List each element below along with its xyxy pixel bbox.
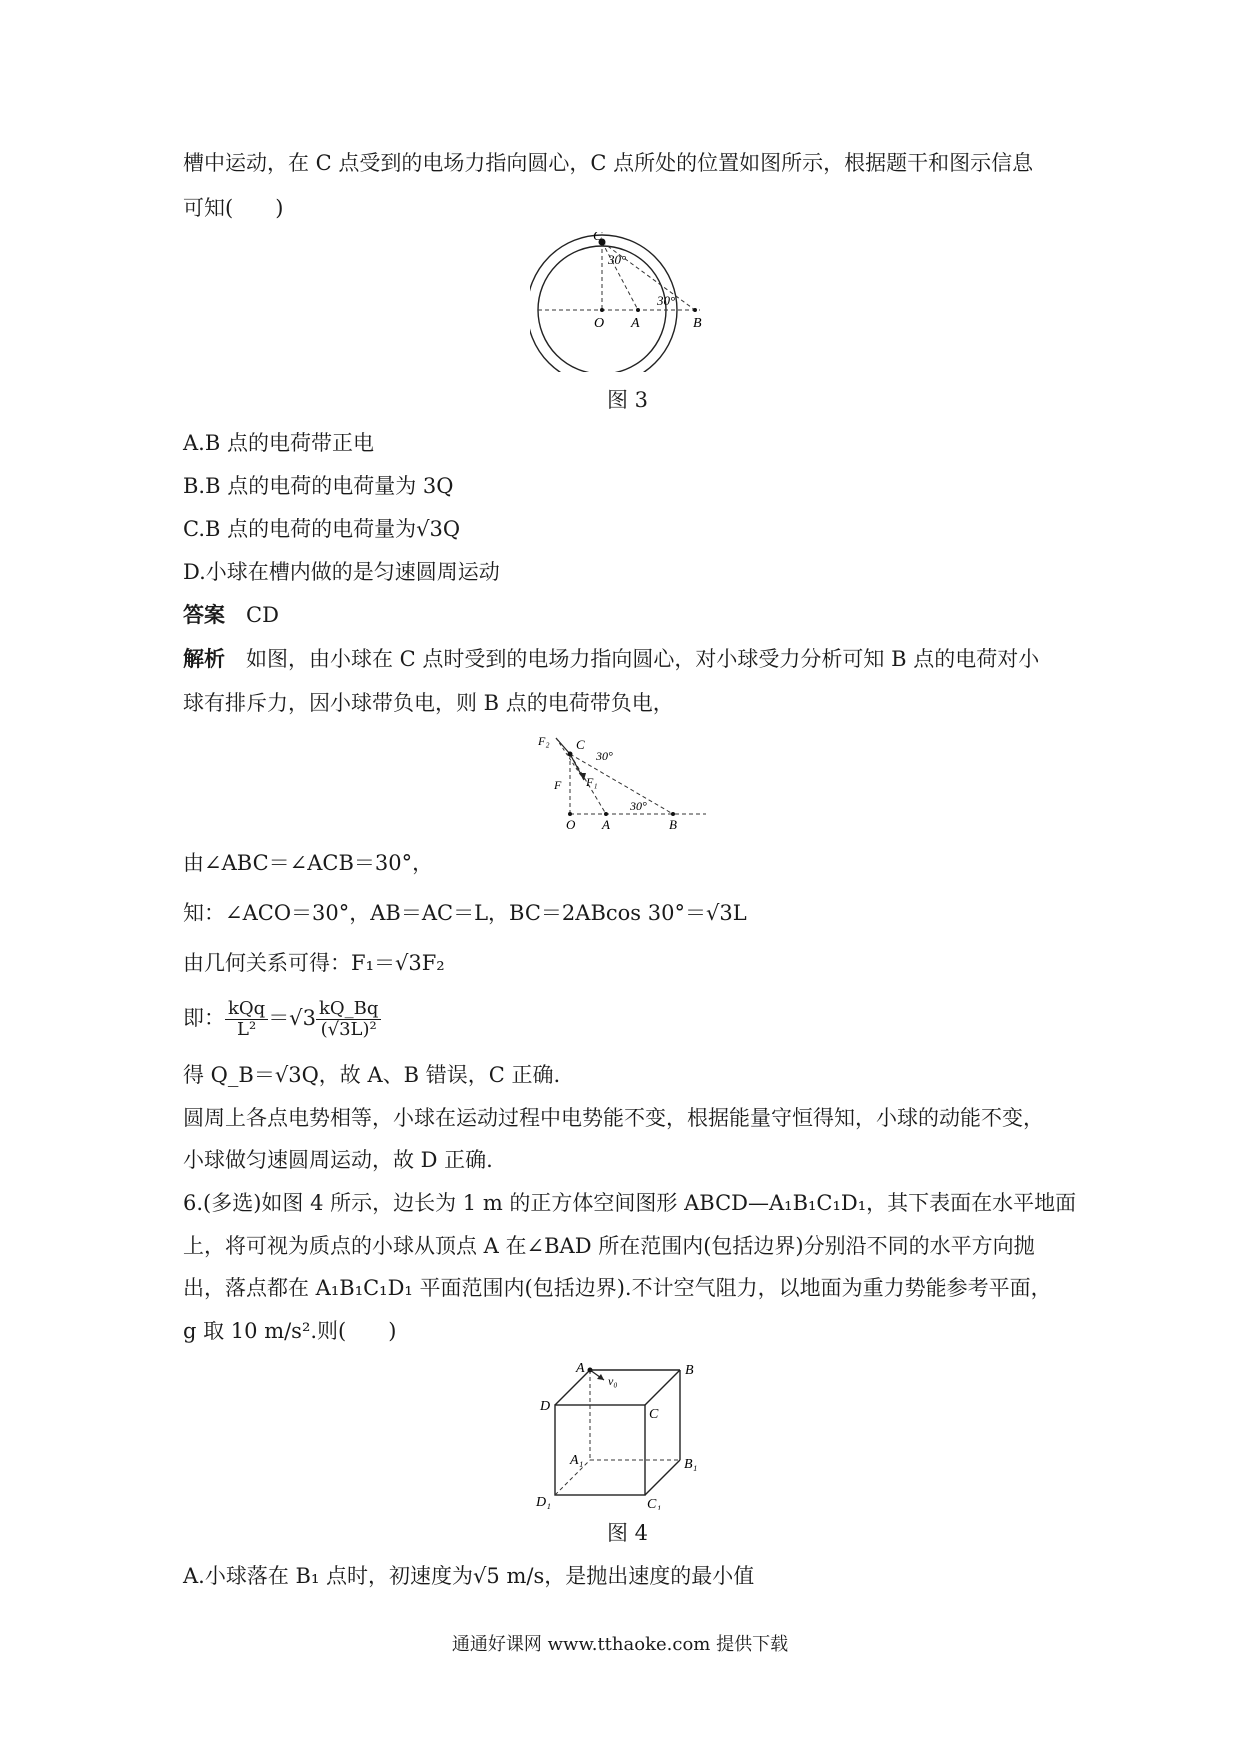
equation-label: 即： — [183, 1006, 225, 1030]
analysis-text: 如图，由小球在 C 点时受到的电场力指向圆心，对小球受力分析可知 B 点的电荷对小 — [246, 647, 1040, 671]
label-b: B — [669, 817, 677, 832]
option-c-text: C.B 点的电荷的电荷量为 — [183, 517, 417, 541]
text-line: 出，落点都在 A₁B₁C₁D₁ 平面范围内(包括边界).不计空气阻力，以地面为重力势能参考平面， — [183, 1276, 1052, 1300]
option-d: D.小球在槽内做的是匀速圆周运动 — [183, 560, 500, 584]
text-line: 槽中运动，在 C 点受到的电场力指向圆心，C 点所处的位置如图所示，根据题干和图示信息 — [183, 151, 1034, 175]
label-a1: A₁ — [570, 1453, 584, 1468]
equation-line — [183, 992, 381, 1044]
label-c: C — [593, 232, 603, 244]
answer-line — [183, 600, 279, 630]
option-a: A.B 点的电荷带正电 — [183, 431, 374, 455]
equation-line: 由几何关系可得：F₁＝√3F₂ — [183, 951, 445, 975]
denominator: L² — [237, 1019, 257, 1040]
equation-line: 由∠ABC＝∠ACB＝30°， — [183, 851, 434, 875]
figure-4 — [530, 1360, 730, 1514]
text-line: 球有排斥力，因小球带负电，则 B 点的电荷带负电， — [183, 691, 674, 715]
analysis-label: 解析 — [183, 646, 225, 671]
label-c: C — [576, 737, 585, 752]
angle-label: 30° — [657, 293, 676, 308]
label-d: D — [540, 1399, 551, 1414]
option-c — [183, 514, 460, 544]
equals-sqrt: ＝√3 — [268, 1006, 316, 1030]
angle-label: 30° — [630, 799, 647, 813]
label-b: B — [693, 316, 702, 331]
answer-label: 答案 — [183, 602, 225, 627]
denominator: (√3L)² — [320, 1019, 377, 1040]
label-o: O — [566, 817, 576, 832]
option-a: A.小球落在 B₁ 点时，初速度为√5 m/s，是抛出速度的最小值 — [183, 1564, 755, 1588]
text-line: 小球做匀速圆周运动，故 D 正确. — [183, 1148, 493, 1172]
answer-value: CD — [246, 603, 279, 627]
option-b: B.B 点的电荷的电荷量为 3Q — [183, 474, 454, 498]
fraction-right — [316, 999, 381, 1040]
label-c: C — [649, 1407, 659, 1422]
text-line: g 取 10 m/s².则( ) — [183, 1319, 397, 1343]
analysis-line — [183, 644, 1039, 674]
label-f1: F₁ — [586, 775, 598, 789]
figure-3-caption: 图 3 — [607, 388, 649, 412]
angle-label: 30° — [608, 252, 627, 267]
text-line: 得 Q_B＝√3Q，故 A、B 错误，C 正确. — [183, 1063, 561, 1087]
label-a: A — [602, 817, 610, 832]
label-v0: v₀ — [608, 1374, 618, 1388]
angle-label: 30° — [596, 749, 613, 763]
numerator: kQ_Bq — [316, 999, 381, 1020]
question-6: 6.(多选)如图 4 所示，边长为 1 m 的正方体空间图形 ABCD—A₁B₁C₁D₁，其下表面在水平地面 — [183, 1191, 1077, 1215]
fraction-left — [225, 999, 268, 1040]
force-figure — [536, 736, 716, 836]
label-b: B — [685, 1363, 694, 1378]
footer: 通通好课网 www.tthaoke.com 提供下载 — [451, 1634, 789, 1655]
numerator: kQq — [225, 999, 268, 1020]
text-line: 可知( ) — [183, 196, 284, 220]
equation-line: 知：∠ACO＝30°，AB＝AC＝L，BC＝2ABcos 30°＝√3L — [183, 901, 747, 925]
text-line: 圆周上各点电势相等，小球在运动过程中电势能不变，根据能量守恒得知，小球的动能不变， — [183, 1106, 1044, 1130]
label-f2: F₂ — [538, 736, 550, 748]
label-b1: B₁ — [684, 1457, 698, 1472]
label-a: A — [576, 1361, 585, 1376]
label-c1: C₁ — [647, 1497, 662, 1510]
label-f: F — [554, 778, 562, 792]
label-o: O — [594, 316, 605, 331]
figure-4-caption: 图 4 — [607, 1521, 649, 1545]
label-a: A — [631, 316, 640, 331]
sqrt-value: √3 — [416, 517, 443, 541]
text-line: 上，将可视为质点的小球从顶点 A 在∠BAD 所在范围内(包括边界)分别沿不同的水平方向抛 — [183, 1234, 1035, 1258]
figure-3 — [530, 232, 730, 376]
option-c-unit: Q — [442, 517, 461, 541]
label-d1: D₁ — [536, 1495, 551, 1510]
